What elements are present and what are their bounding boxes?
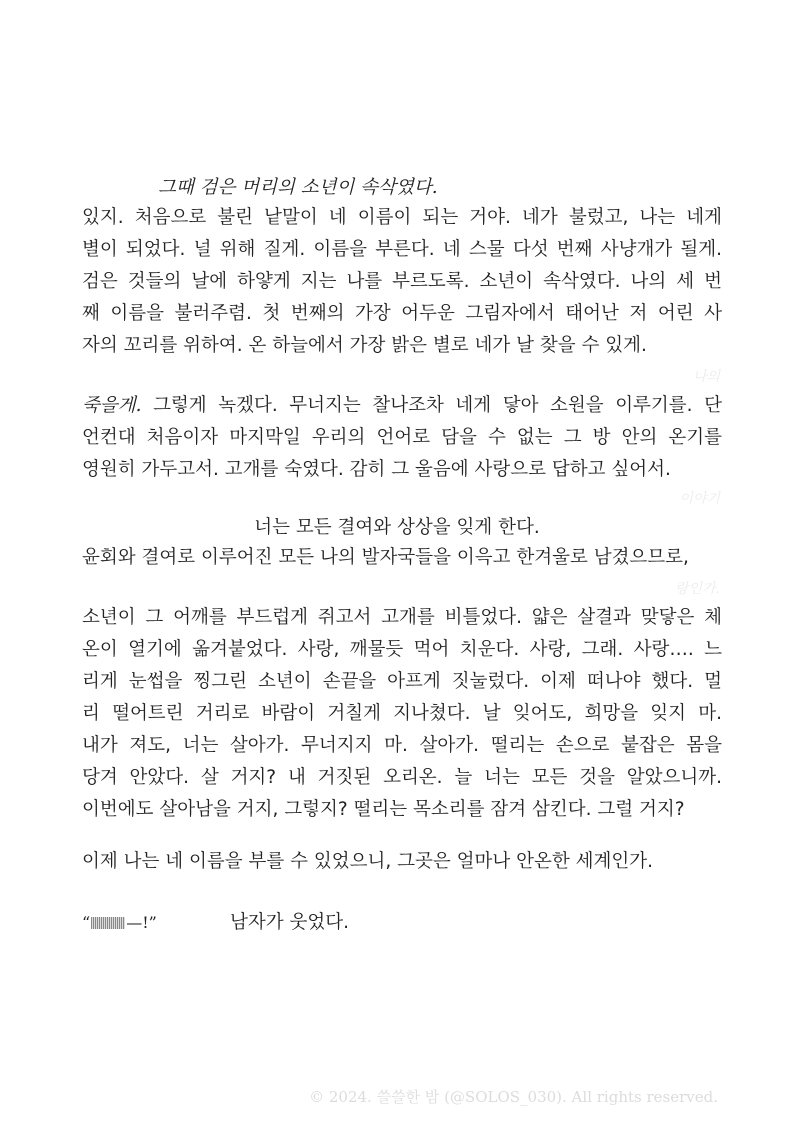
- italic-word: 죽을게.: [82, 395, 142, 416]
- text-line: 리게 눈썹을 찡그린 소년이 손끝을 아프게 짓눌렀다. 이제 떠나야 했다. 멀: [82, 671, 722, 692]
- copyright-footer: © 2024. 쓸쓸한 밤 (@SOLOS_030). All rights reserved.: [309, 1088, 718, 1106]
- text-line: 소년이 그 어깨를 부드럽게 쥐고서 고개를 비틀었다. 얇은 살결과 맞닿은 체: [82, 607, 722, 628]
- redacted-block-icon: [91, 917, 125, 929]
- text-line: 남자가 웃었다.: [230, 912, 349, 933]
- text-span: 그렇게 녹겠다. 무너지는 찰나조차 네게 닿아 소원을 이루기를. 단: [141, 395, 722, 416]
- faded-watermark-text: 나의: [692, 369, 720, 385]
- text-line: 언컨대 처음이자 마지막일 우리의 언어로 담을 수 없는 그 방 안의 온기를: [82, 427, 722, 448]
- text-line: 내가 져도, 너는 살아가. 무너지지 마. 살아가. 떨리는 손으로 붙잡은 몸을: [82, 735, 722, 756]
- faded-watermark-text: 이야기: [679, 491, 720, 507]
- text-line: 별이 되었다. 널 위해 질게. 이름을 부른다. 네 스물 다섯 번째 사냥개가 될게.: [82, 239, 722, 260]
- text-line: 이번에도 살아남을 거지, 그렇지? 떨리는 목소리를 잠겨 삼킨다. 그럴 거지?: [82, 799, 685, 820]
- text-line: 째 이름을 불러주렴. 첫 번째의 가장 어두운 그림자에서 태어난 저 어린 사: [82, 303, 722, 324]
- text-line: 당겨 안았다. 살 거지? 내 거짓된 오리온. 늘 너는 모든 것을 알았으니까.: [82, 767, 722, 788]
- text-line: 리 떨어트린 거리로 바람이 거칠게 지나쳤다. 날 잊어도, 희망을 잊지 마.: [82, 703, 722, 724]
- quote-open: “: [82, 913, 91, 932]
- text-line: 윤회와 결여로 이루어진 모든 나의 발자국들을 이윽고 한겨울로 남겼으므로,: [82, 547, 689, 568]
- text-line: 검은 것들의 날에 하얗게 지는 나를 부르도록. 소년이 속삭였다. 나의 세 번: [82, 271, 722, 292]
- text-line: 이제 나는 네 이름을 부를 수 있었으니, 그곳은 얼마나 안온한 세계인가.: [82, 851, 653, 872]
- faded-watermark-text: 랑인가.: [674, 581, 720, 597]
- italic-lead-line: 그때 검은 머리의 소년이 속삭였다.: [158, 177, 438, 198]
- text-line: 있지. 처음으로 불린 낱말이 네 이름이 되는 거야. 네가 불렀고, 나는 네게: [82, 207, 722, 228]
- quote-line: [82, 911, 157, 935]
- text-line: 자의 꼬리를 위하여. 온 하늘에서 가장 밝은 별로 네가 날 찾을 수 있게.: [82, 335, 647, 356]
- quote-tail: —!”: [126, 913, 157, 932]
- centered-line: 너는 모든 결여와 상상을 잊게 한다.: [254, 517, 540, 538]
- text-line: [82, 394, 722, 418]
- text-line: 영원히 가두고서. 고개를 숙였다. 감히 그 울음에 사랑으로 답하고 싶어서.: [82, 459, 671, 480]
- text-line: 온이 열기에 옮겨붙었다. 사랑, 깨물듯 먹어 치운다. 사랑, 그래. 사랑…. 느: [82, 639, 723, 660]
